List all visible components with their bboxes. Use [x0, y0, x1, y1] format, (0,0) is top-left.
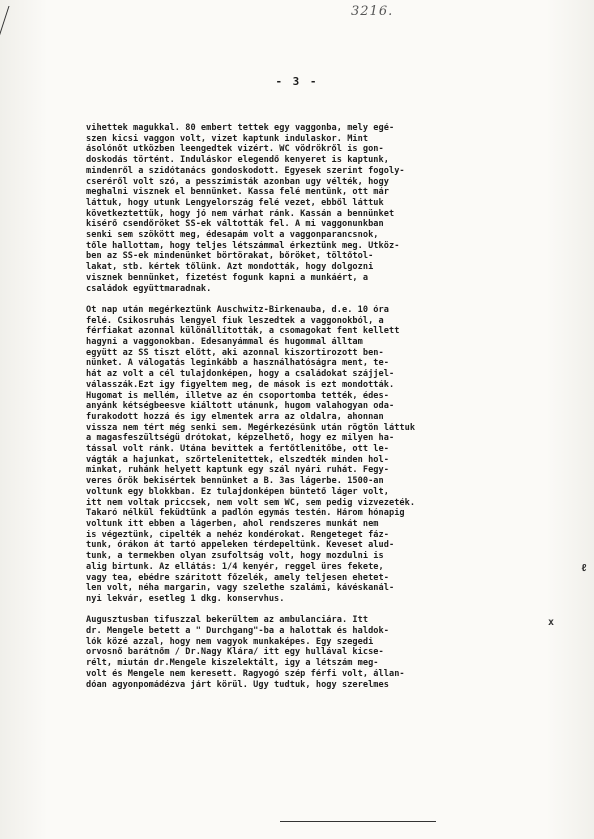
- text-line: meghalni visznek el bennünket. Kassa felé mentünk, ott már: [86, 187, 389, 198]
- text-line: tőle hallottam, hogy teljes létszámmal érkeztünk meg. Utköz-: [86, 240, 400, 251]
- text-line: válasszák.Ezt igy figyeltem meg, de mások is ezt mondották.: [86, 379, 395, 390]
- text-line: is végeztünk, cipelték a nehéz kondérokat. Rengeteget fáz-: [86, 529, 389, 540]
- text-line: tással volt ránk. Utána bevittek a fertőtlenitőbe, ott le-: [86, 444, 389, 455]
- text-line: kisérő csendőröket SS-ek váltották fel. A mi vaggonunkban: [86, 219, 384, 230]
- text-line: dr. Mengele betett a " Durchgang"-ba a halottak és haldok-: [86, 626, 389, 637]
- text-underline: [280, 821, 436, 822]
- text-line: a magasfeszültségü drótokat, képzelhető, hogy ez milyen ha-: [86, 433, 395, 444]
- text-line: vissza nem tért még senki sem. Megérkezésünk után rögtön láttuk: [86, 422, 416, 433]
- margin-mark: ℓ: [581, 563, 588, 574]
- text-line: itt nem voltak priccsek, nem volt sem WC, sem pedig vizvezeték.: [86, 497, 416, 508]
- text-line: rélt, miután dr.Mengele kiszelektált, igy a létszám meg-: [86, 658, 379, 669]
- text-line: láttuk, hogy utunk Lengyelország felé vezet, ebből láttuk: [86, 197, 384, 208]
- text-line: Takaró nélkül feküdtünk a padlón egymás testén. Három hónapig: [86, 508, 405, 519]
- text-line: furakodott hozzá és igy elmentek arra az oldalra, ahonnan: [86, 411, 384, 422]
- text-line: lók közé azzal, hogy nem vagyok munkaképes. Egy szegedi: [86, 636, 374, 647]
- text-line: tunk, órákon át tartó appeleken térdepeltünk. Keveset alud-: [86, 540, 395, 551]
- archive-number: 3216.: [351, 4, 394, 19]
- text-line: nyi lekvár, esetleg 1 dkg. konservhus.: [86, 593, 285, 604]
- text-line: lakat, stb. kértek tőlünk. Azt mondották, hogy dolgozni: [86, 262, 374, 273]
- margin-mark: x: [548, 617, 555, 628]
- text-line: Öt nap után megérkeztünk Auschwitz-Birkenauba, d.e. 10 óra: [86, 304, 389, 315]
- text-line: vihettek magukkal. 80 embert tettek egy vaggonba, mely egé-: [86, 123, 395, 133]
- text-line: Augusztusban tifuszzal bekerültem az ambulanciára. Itt: [86, 615, 369, 626]
- text-line: cseréről volt szó, a pesszimisták azonban ugy vélték, hogy: [86, 176, 389, 187]
- text-line: hát az volt a cél tulajdonképen, hogy a családokat szájjel-: [86, 369, 395, 380]
- text-line: len volt, néha margarin, vagy szelethe szalámi, kávéskanál-: [86, 583, 395, 594]
- text-line: senki sem szökött meg, édesapám volt a vaggonparancsnok,: [86, 230, 379, 241]
- text-line: orvosnő barátnőm / Dr.Nagy Klára/ itt egy hullával kicse-: [86, 647, 384, 658]
- text-line: mindenről a szidótanács gondoskodott. Egyesek szerint fogoly-: [86, 165, 405, 176]
- paragraph: [86, 615, 566, 690]
- document-body: [86, 123, 566, 701]
- text-line: felé. Csikosruhás lengyel fiuk leszedtek a vaggonokból, a: [86, 315, 384, 326]
- text-line: minkat, ruhánk helyett kaptunk egy szál nyári ruhát. Fegy-: [86, 465, 389, 476]
- paragraph: [86, 123, 566, 294]
- text-line: következtettük, hogy jó nem várhat ránk. Kassán a bennünket: [86, 208, 395, 219]
- text-line: férfiakat azonnal különállították, a csomagokat fent kellett: [86, 326, 400, 337]
- text-line: dóan agyonpomádézva járt körül. Ugy tudtuk, hogy szerelmes: [86, 679, 389, 690]
- text-line: szen kicsi vaggon volt, vizet kaptunk indulaskor. Mint: [86, 133, 369, 144]
- text-line: ásolónőt utközben leengedtek vizért. WC vödrökről is gon-: [86, 144, 384, 155]
- text-line: voltunk itt ebben a lágerben, ahol rendszeres munkát nem: [86, 519, 379, 529]
- text-line: Hugomat is mellém, illetve az én csoportomba tették, édes-: [86, 390, 389, 401]
- text-line: vagy tea, ebédre száritott főzelék, amely teljesen ehetet-: [86, 572, 389, 583]
- text-line: veres őrök bekisértek bennünket a B. 3as lágerbe. 1500-an: [86, 476, 384, 487]
- text-line: ben az SS-ek mindenünket börtörakat, bőröket, töltőtol-: [86, 251, 374, 262]
- text-line: együtt az SS tiszt előtt, aki azonnal kiszortirozott ben-: [86, 347, 384, 358]
- text-line: családok együttmaradnak.: [86, 283, 212, 294]
- page-number: - 3 -: [275, 75, 319, 88]
- text-line: volt és Mengele nem keresett. Ragyogó szép férfi volt, állan-: [86, 668, 405, 679]
- text-line: anyánk kétségbeesve kiáltott utánunk, hugom valahogyan oda-: [86, 401, 395, 412]
- text-line: hagyni a vaggonokban. Édesanyámmal és hugommal álltam: [86, 337, 363, 348]
- text-line: doskodás történt. Induláskor elegendő kenyeret is kaptunk,: [86, 155, 389, 166]
- text-line: vágták a hajunkat, szőrtelenitettek, elszedték minden hol-: [86, 454, 389, 465]
- text-line: voltunk egy blokkban. Ez tulajdonképen büntető láger volt,: [86, 486, 389, 497]
- text-line: tunk, a termekben olyan zsufoltság volt, hogy mozdulni is: [86, 551, 384, 562]
- handwritten-corner-mark: [0, 6, 23, 46]
- text-line: alig birtunk. Az ellátás: 1/4 kenyér, reggel üres fekete,: [86, 561, 384, 572]
- paragraph: [86, 305, 566, 605]
- text-line: nünket. A válogatás leginkább a használhatóságra ment, te-: [86, 358, 389, 369]
- text-line: visznek bennünket, fizetést fogunk kapni a munkáért, a: [86, 272, 369, 283]
